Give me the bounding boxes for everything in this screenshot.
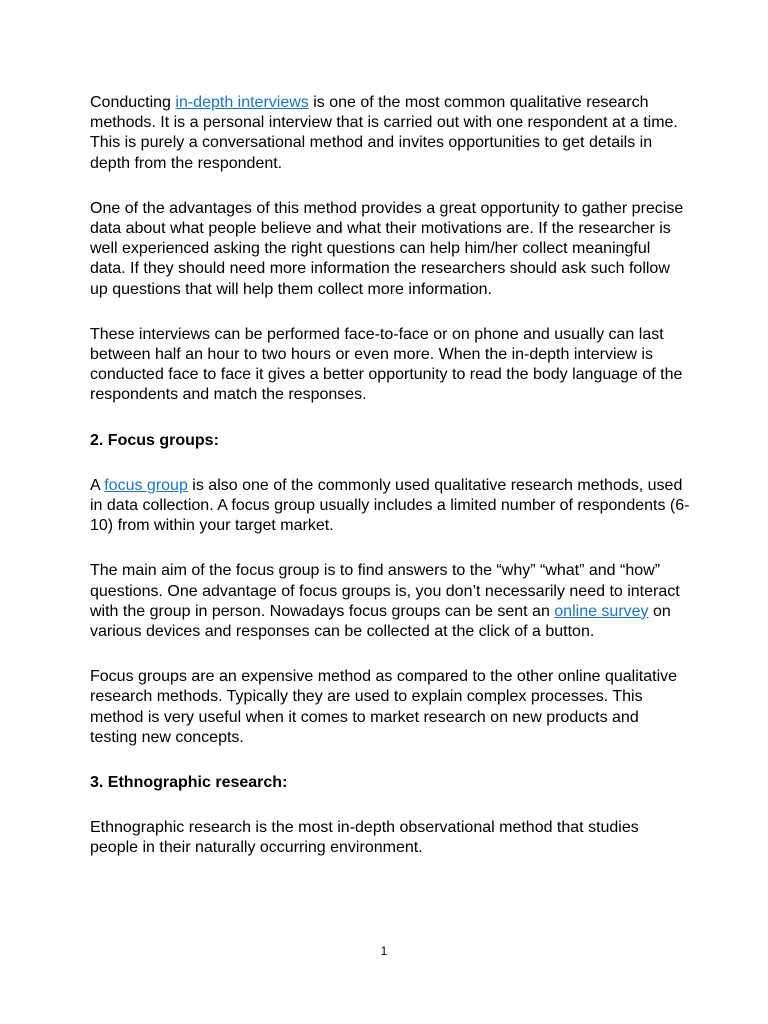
page-number: 1: [380, 944, 388, 958]
heading-ethnographic-research: 3. Ethnographic research:: [90, 774, 288, 792]
paragraph-face-to-face: These interviews can be performed face-to-face or on phone and usually can last between half an hour to two hours or even more. When the in-depth interview is conducted face to face it gives a better opportunity to read the body language of the respondents and match the responses.: [90, 325, 683, 404]
paragraph-text: The main aim of the focus group is to find answers to the “why” “what” and “how” questions. One advantage of focus groups is, you don’t necessarily need to interact with the group in person. Nowadays focus groups can be sent an: [90, 562, 680, 620]
paragraph-in-depth-interviews: [90, 93, 690, 174]
link-in-depth-interviews[interactable]: in-depth interviews: [175, 94, 309, 111]
link-online-survey[interactable]: online survey: [554, 602, 649, 620]
link-focus-group[interactable]: focus group: [104, 476, 188, 494]
paragraph-text: A: [90, 476, 105, 494]
paragraph-text: on various devices and responses can be collected at the click of a button.: [90, 602, 671, 641]
paragraph-text: is one of the most common qualitative research methods. It is a personal interview that is carried out with one respondent at a time. This is purely a conversational method and invites opportunities to get details in depth from the respondent.: [90, 94, 678, 172]
paragraph-focus-group-intro: [90, 476, 690, 537]
paragraph-focus-group-aim: [90, 561, 690, 642]
heading-focus-groups: 2. Focus groups:: [90, 431, 219, 449]
paragraph-text: Conducting: [90, 94, 176, 111]
paragraph-focus-group-cost: Focus groups are an expensive method as compared to the other online qualitative research methods. Typically they are used to explain complex processes. This method is very useful when it comes to market research on new products and testing new concepts.: [90, 668, 678, 746]
paragraph-text: is also one of the commonly used qualitative research methods, used in data collection. A focus group usually includes a limited number of respondents (6-10) from within your target market.: [90, 476, 690, 535]
paragraph-advantages: One of the advantages of this method provides a great opportunity to gather precise data about what people believe and what their motivations are. If the researcher is well experienced asking the right questions can help him/her collect meaningful data. If they should need more information the researchers should ask such follow up questions that will help them collect more information.: [90, 199, 684, 298]
paragraph-ethnographic: Ethnographic research is the most in-depth observational method that studies people in their naturally occurring environment.: [90, 819, 639, 857]
document-body: [90, 93, 690, 884]
